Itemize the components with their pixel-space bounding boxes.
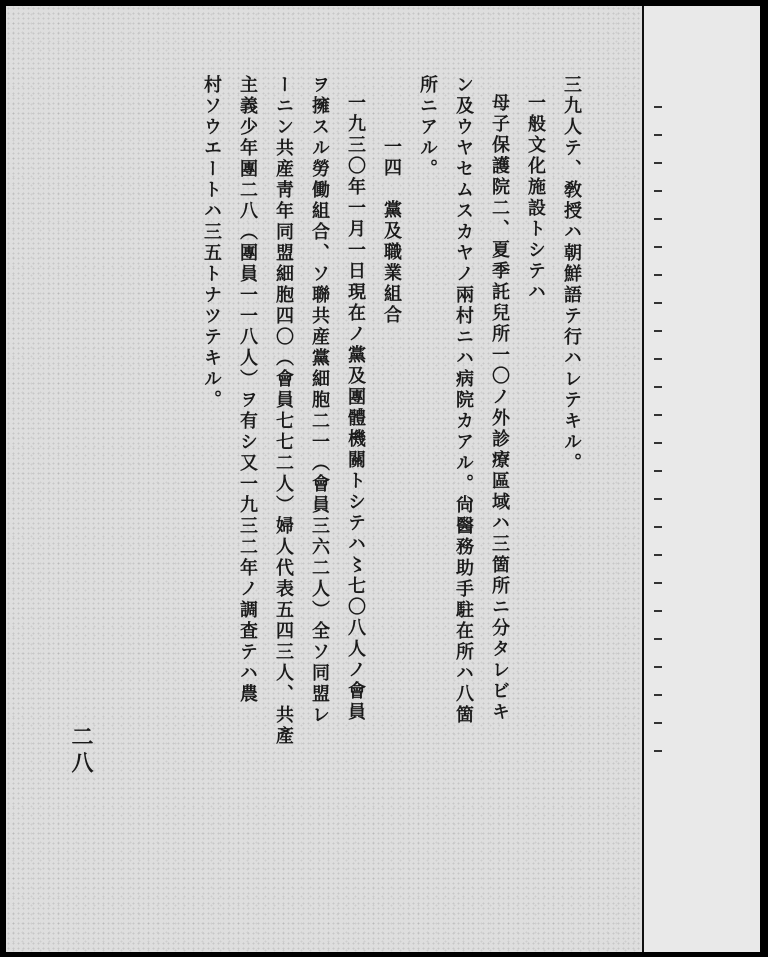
text-columns <box>199 75 583 895</box>
binding-marks <box>654 106 666 806</box>
text-column: 所ニアル。 <box>417 75 438 180</box>
text-column: 一九三〇年一月一日現在ノ黨及團體機關トシテハ〻七〇八人ノ會員 <box>345 93 366 723</box>
text-column: 主義少年團二八（團員一一八人）ヲ有シ又一九三二年ノ調査テハ農 <box>237 75 258 705</box>
text-column: ーニン共産靑年同盟細胞四〇（會員七七二人）婦人代表五四三人、共產 <box>273 75 294 747</box>
binding-strip <box>642 6 760 952</box>
text-column: 一般文化施設トシテハ <box>525 93 546 303</box>
section-heading: 一四 黨及職業組合 <box>381 137 402 326</box>
text-column: 三九人テ、敎授ハ朝鮮語テ行ハレテキル。 <box>561 75 582 474</box>
text-column: ヲ擁スル勞働組合、ソ聯共産黨細胞二一（會員三六二人）全ソ同盟レ <box>309 75 330 726</box>
text-column: ン及ウヤセムスカヤノ兩村ニハ病院カアル。尙醫務助手駐在所ハ八箇 <box>453 75 474 726</box>
text-column: 村ソウエートハ三五トナツテキル。 <box>201 75 222 411</box>
text-column: 母子保護院二、夏季託兒所一〇ノ外診療區域ハ三箇所ニ分タレビキ <box>489 93 510 723</box>
page-number: 二八 <box>68 725 94 777</box>
